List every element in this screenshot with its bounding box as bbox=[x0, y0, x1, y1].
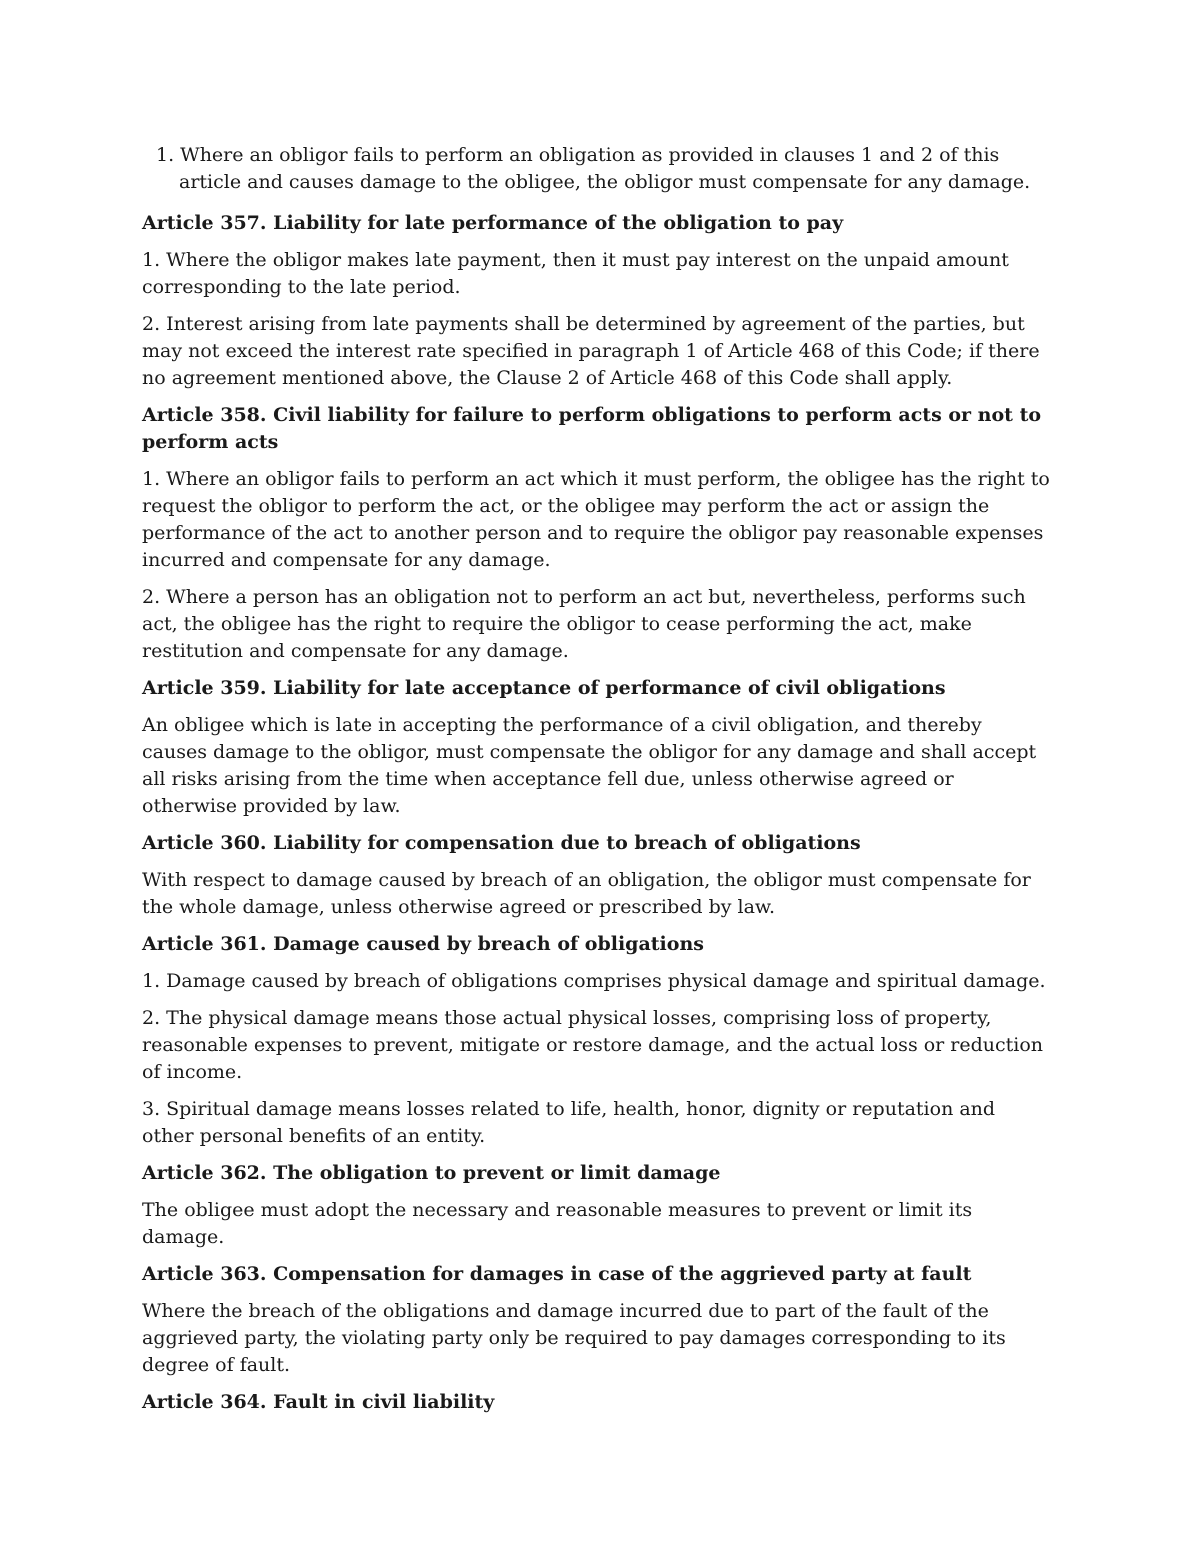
article-362-body: The obligee must adopt the necessary and reasonable measures to prevent or limit its damage. bbox=[142, 1199, 973, 1248]
clause-1-compensation: 1. Where an obligor fails to perform an obligation as provided in clauses 1 and 2 of this article and causes damage to the obligee, the obligor must compensate for any damage. bbox=[156, 144, 1031, 193]
article-360-heading: Article 360. Liability for compensation due to breach of obligations bbox=[142, 832, 861, 854]
article-362-heading: Article 362. The obligation to prevent or limit damage bbox=[142, 1162, 721, 1184]
article-357-clause-2: 2. Interest arising from late payments shall be determined by agreement of the parties, but may not exceed the interest rate specified in paragraph 1 of Article 468 of this Code; if there no agreement mentioned above, the Clause 2 of Article 468 of this Code shall apply. bbox=[142, 313, 1040, 389]
article-363-body: Where the breach of the obligations and damage incurred due to part of the fault of the aggrieved party, the violating party only be required to pay damages corresponding to its degree of fault. bbox=[142, 1300, 1006, 1376]
article-363-heading: Article 363. Compensation for damages in case of the aggrieved party at fault bbox=[142, 1263, 972, 1285]
article-357-clause-1: 1. Where the obligor makes late payment, then it must pay interest on the unpaid amount corresponding to the late period. bbox=[142, 249, 1009, 298]
article-358-clause-2: 2. Where a person has an obligation not to perform an act but, nevertheless, performs such act, the obligee has the right to require the obligor to cease performing the act, make restitution and compensate for any damage. bbox=[142, 586, 1026, 662]
article-359-body: An obligee which is late in accepting the performance of a civil obligation, and thereby causes damage to the obligor, must compensate the obligor for any damage and shall accept all risks arising from the time when acceptance fell due, unless otherwise agreed or otherwise provided by law. bbox=[142, 714, 1037, 817]
article-360-body: With respect to damage caused by breach of an obligation, the obligor must compensate for the whole damage, unless otherwise agreed or prescribed by law. bbox=[142, 869, 1031, 918]
article-358-heading: Article 358. Civil liability for failure to perform obligations to perform acts or not to perform acts bbox=[142, 404, 1042, 453]
article-361-clause-3: 3. Spiritual damage means losses related to life, health, honor, dignity or reputation and other personal benefits of an entity. bbox=[142, 1098, 996, 1147]
article-359-heading: Article 359. Liability for late acceptance of performance of civil obligations bbox=[142, 677, 946, 699]
article-357-heading: Article 357. Liability for late performance of the obligation to pay bbox=[142, 212, 844, 234]
article-364-heading: Article 364. Fault in civil liability bbox=[142, 1391, 495, 1413]
article-361-heading: Article 361. Damage caused by breach of obligations bbox=[142, 933, 704, 955]
article-358-clause-1: 1. Where an obligor fails to perform an act which it must perform, the obligee has the right to request the obligor to perform the act, or the obligee may perform the act or assign the performance of the act to another person and to require the obligor pay reasonable expenses incurred and compensate for any damage. bbox=[142, 468, 1050, 571]
article-361-clause-1: 1. Damage caused by breach of obligations comprises physical damage and spiritual damage. bbox=[142, 970, 1046, 992]
article-361-clause-2: 2. The physical damage means those actual physical losses, comprising loss of property, reasonable expenses to prevent, mitigate or restore damage, and the actual loss or reduction of income. bbox=[142, 1007, 1044, 1083]
